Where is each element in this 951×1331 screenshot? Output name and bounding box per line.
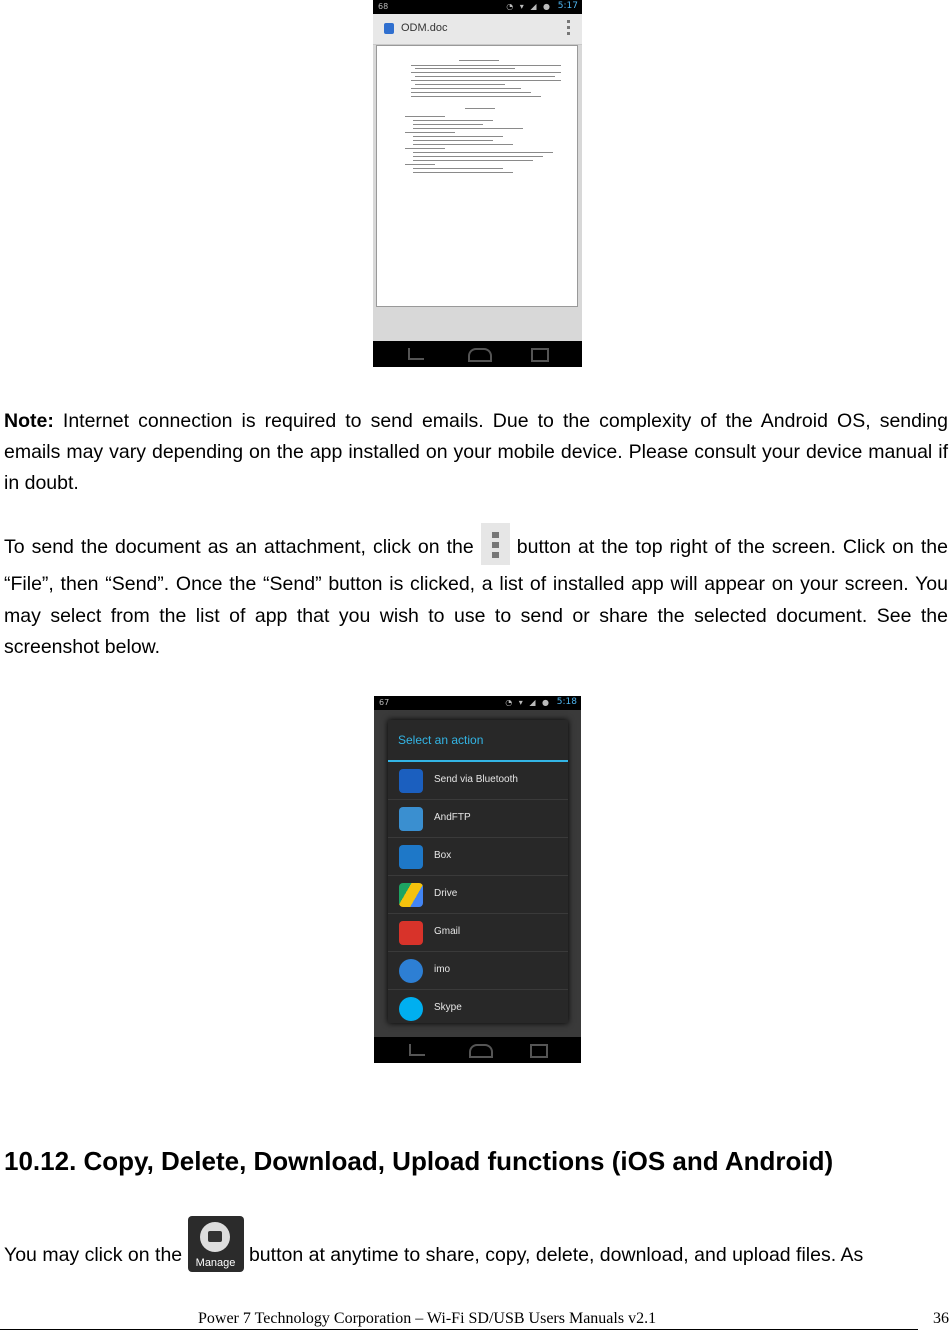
status-icons: ◔ ▾ ◢ ● (506, 2, 552, 11)
skype-icon (399, 997, 423, 1021)
page-footer (0, 1306, 951, 1331)
instructions-paragraph (4, 527, 948, 664)
page-number: 36 (933, 1310, 949, 1327)
footer-divider (0, 1329, 918, 1330)
manage-text-before: You may click on the (4, 1244, 188, 1267)
status-time: 5:18 (556, 697, 577, 707)
section-heading: 10.12. Copy, Delete, Download, Upload functions (iOS and Android) (4, 1146, 834, 1176)
select-action-dialog (388, 720, 568, 1023)
document-icon (384, 23, 394, 34)
overflow-menu-icon (481, 523, 510, 565)
footer-text: Power 7 Technology Corporation – Wi-Fi SD/USB Users Manuals v2.1 (198, 1310, 657, 1327)
dialog-title: Select an action (398, 733, 484, 747)
back-icon[interactable] (409, 1044, 425, 1056)
back-icon[interactable] (408, 348, 424, 360)
action-option-andftp[interactable] (388, 800, 568, 838)
nav-bar (373, 341, 582, 367)
status-icons: ◔ ▾ ◢ ● (505, 698, 551, 707)
status-notification-count: 67 (379, 698, 390, 707)
document-screenshot (373, 0, 582, 367)
nav-bar (374, 1037, 581, 1063)
option-label: Gmail (434, 926, 461, 937)
document-viewer (373, 45, 582, 341)
select-action-screenshot (374, 696, 581, 1063)
recent-apps-icon[interactable] (531, 348, 549, 362)
manage-button-icon (188, 1216, 244, 1272)
instructions-text-after: button at the top right of the screen. Click on the “File”, then “Send”. Once the “Send” button is clicked, a list of installed app will appear on your screen. You may select from the list of app that you wish to use to send or share the selected document. See the screenshot below. (4, 536, 948, 658)
action-option-bluetooth[interactable] (388, 762, 568, 800)
home-icon[interactable] (469, 1044, 493, 1058)
imo-icon (399, 959, 423, 983)
action-option-gmail[interactable] (388, 914, 568, 952)
option-label: Skype (434, 1002, 462, 1013)
option-label: imo (434, 964, 451, 975)
box-icon (399, 845, 423, 869)
andftp-icon (399, 807, 423, 831)
option-label: Send via Bluetooth (434, 774, 518, 785)
action-option-imo[interactable] (388, 952, 568, 990)
overflow-menu-icon[interactable] (567, 20, 570, 38)
option-label: Drive (434, 888, 458, 899)
drive-icon (399, 883, 423, 907)
app-title: ODM.doc (401, 22, 448, 34)
instructions-text-before: To send the document as an attachment, click on the (4, 536, 481, 559)
app-bar (373, 14, 582, 45)
status-bar (373, 0, 582, 14)
note-label: Note: (4, 410, 54, 432)
manage-paragraph (4, 1228, 948, 1284)
bluetooth-icon (399, 769, 423, 793)
option-label: Box (434, 850, 452, 861)
folder-icon (200, 1222, 230, 1252)
note-paragraph (4, 406, 948, 499)
action-option-box[interactable] (388, 838, 568, 876)
status-time: 5:17 (557, 1, 578, 11)
status-bar (374, 696, 581, 710)
manage-text-after: button at anytime to share, copy, delete, download, and upload files. As (243, 1244, 864, 1267)
option-label: AndFTP (434, 812, 471, 823)
home-icon[interactable] (468, 348, 492, 362)
recent-apps-icon[interactable] (530, 1044, 548, 1058)
note-text: Internet connection is required to send emails. Due to the complexity of the Android OS, sending emails may vary depending on the app installed on your mobile device. Please consult your device manual if in doubt. (4, 410, 948, 494)
status-notification-count: 68 (378, 2, 389, 11)
document-page (376, 45, 578, 307)
manage-icon-label: Manage (195, 1257, 236, 1269)
action-option-skype[interactable] (388, 990, 568, 1027)
gmail-icon (399, 921, 423, 945)
action-option-drive[interactable] (388, 876, 568, 914)
